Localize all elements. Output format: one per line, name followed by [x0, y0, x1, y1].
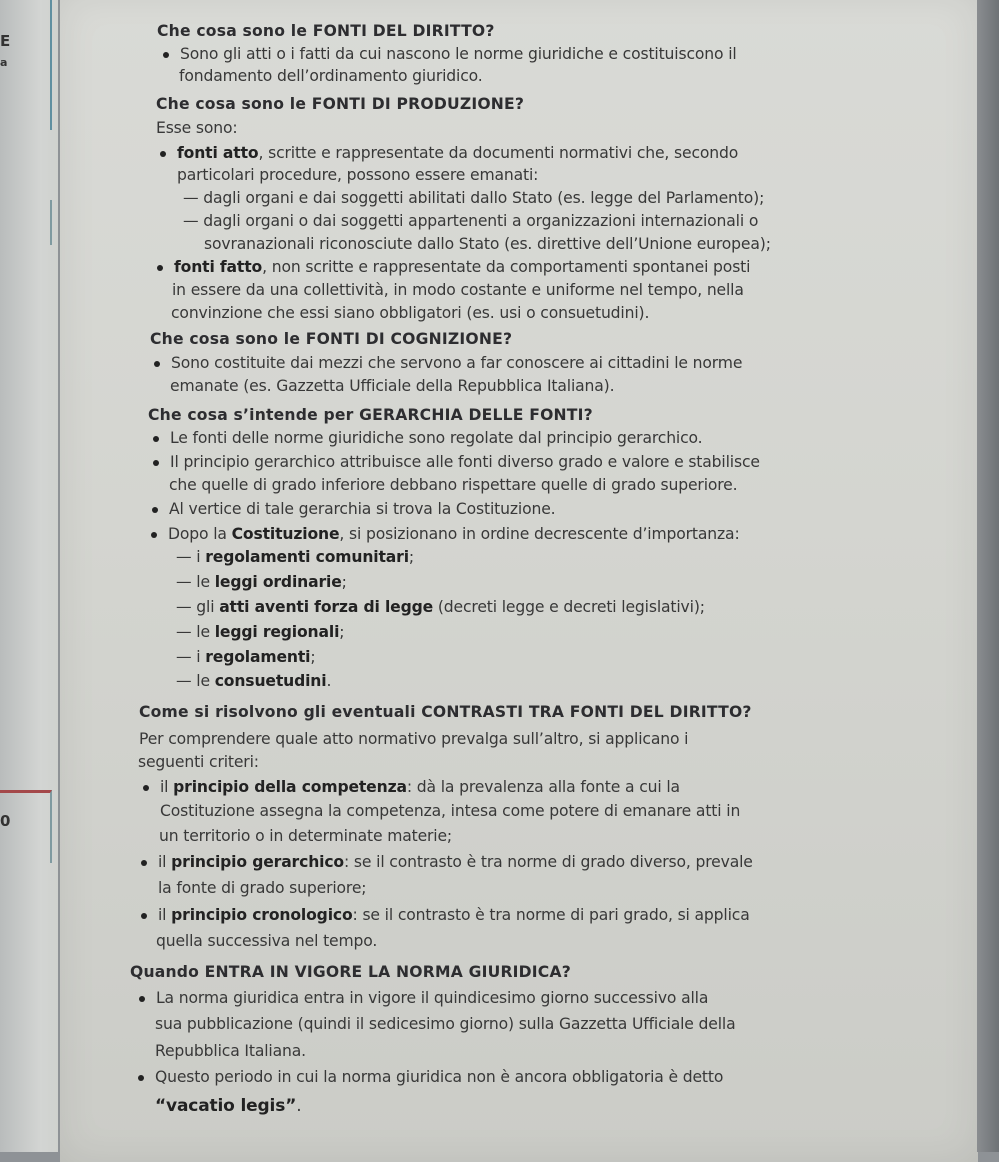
text-line: La norma giuridica entra in vigore il quindicesimo giorno successivo alla: [156, 989, 709, 1007]
text-span: il: [160, 778, 174, 796]
text-span: ;: [408, 548, 415, 566]
text-span: , scritte e rappresentate da documenti normativi che, secondo: [258, 144, 739, 162]
bold-term: atti aventi forza di legge: [219, 598, 434, 616]
heading-fonti-cognizione: Che cosa sono le FONTI DI COGNIZIONE?: [150, 330, 513, 348]
text-span: il: [158, 853, 172, 871]
text-line: un territorio o in determinate materie;: [159, 827, 453, 845]
heading-fonti-diritto: Che cosa sono le FONTI DEL DIRITTO?: [157, 22, 495, 40]
text-span: : se il contrasto è tra norme di grado diverso, prevale: [344, 853, 753, 871]
text-line: Sono gli atti o i fatti da cui nascono le norme giuridiche e costituiscono il: [180, 45, 737, 63]
hierarchy-item: [176, 672, 331, 690]
text-span: : dà la prevalenza alla fonte a cui la: [406, 778, 680, 796]
text-span: Dopo la: [168, 525, 232, 543]
heading-fonti-produzione: Che cosa sono le FONTI DI PRODUZIONE?: [156, 95, 525, 113]
dash-item: — dagli organi o dai soggetti appartenenti a organizzazioni internazionali o: [183, 212, 758, 230]
margin-fragment: E: [0, 32, 11, 50]
text-span: ;: [341, 573, 347, 591]
bold-term: leggi regionali: [214, 623, 340, 641]
text-line: sovranazionali riconosciute dallo Stato (es. direttive dell’Unione europea);: [204, 235, 771, 253]
hierarchy-item: [176, 623, 344, 641]
text-span: gli: [196, 598, 220, 616]
text-line: che quelle di grado inferiore debbano rispettare quelle di grado superiore.: [169, 476, 738, 494]
bold-term: fonti atto: [177, 144, 259, 162]
text-span: il: [158, 906, 172, 924]
bold-term: regolamenti: [205, 648, 311, 666]
text-line: sua pubblicazione (quindi il sedicesimo giorno) sulla Gazzetta Ufficiale della: [155, 1015, 736, 1033]
text-line: Al vertice di tale gerarchia si trova la Costituzione.: [169, 500, 556, 518]
text-line: fondamento dell’ordinamento giuridico.: [179, 67, 483, 85]
text-line: seguenti criteri:: [138, 753, 259, 771]
text-line: convinzione che essi siano obbligatori (es. usi o consuetudini).: [171, 304, 650, 322]
bold-term: principio gerarchico: [171, 853, 344, 871]
text-line: Repubblica Italiana.: [155, 1042, 306, 1060]
text-span: , non scritte e rappresentate da comportamenti spontanei posti: [262, 258, 751, 276]
text-line: Le fonti delle norme giuridiche sono regolate dal principio gerarchico.: [170, 429, 703, 447]
bold-term: leggi ordinarie: [214, 573, 342, 591]
vacatio-legis-line: [155, 1096, 302, 1116]
text-span: i: [196, 548, 206, 566]
bullet-costituzione: [168, 525, 740, 543]
bold-term: fonti fatto: [174, 258, 263, 276]
heading-gerarchia: Che cosa s’intende per GERARCHIA DELLE FONTI?: [148, 406, 593, 424]
bullet-competenza: [160, 778, 680, 796]
bold-term: principio cronologico: [171, 906, 353, 924]
margin-fragment: a: [0, 56, 8, 69]
text-span: .: [326, 672, 332, 690]
text-line: emanate (es. Gazzetta Ufficiale della Repubblica Italiana).: [170, 377, 615, 395]
text-span: le: [196, 672, 215, 690]
text-span: le: [196, 623, 215, 641]
text-line: quella successiva nel tempo.: [156, 932, 378, 950]
bold-term: principio della competenza: [173, 778, 407, 796]
text-span: , si posizionano in ordine decrescente d’importanza:: [339, 525, 740, 543]
bold-term: consuetudini: [214, 672, 327, 690]
text-line: in essere da una collettività, in modo costante e uniforme nel tempo, nella: [172, 281, 744, 299]
margin-fragment: 0: [0, 812, 11, 830]
bullet-fonti-atto: [177, 144, 738, 162]
heading-contrasti: Come si risolvono gli eventuali CONTRASTI TRA FONTI DEL DIRITTO?: [139, 703, 752, 721]
dash-item: — dagli organi e dai soggetti abilitati dallo Stato (es. legge del Parlamento);: [183, 189, 764, 207]
bold-term: Costituzione: [231, 525, 340, 543]
text-span: le: [196, 573, 215, 591]
bullet-cronologico: [158, 906, 750, 924]
hierarchy-item: [176, 648, 315, 666]
text-span: (decreti legge e decreti legislativi);: [433, 598, 705, 616]
bullet-gerarchico: [158, 853, 753, 871]
text-span: ;: [339, 623, 345, 641]
hierarchy-item: [176, 598, 705, 616]
text-line: Questo periodo in cui la norma giuridica non è ancora obbligatoria è detto: [155, 1068, 724, 1086]
text-line: la fonte di grado superiore;: [158, 879, 367, 897]
hierarchy-item: [176, 573, 347, 591]
hierarchy-item: [176, 548, 414, 566]
text-line: Esse sono:: [156, 119, 238, 137]
text-span: .: [296, 1096, 302, 1116]
text-line: Costituzione assegna la competenza, intesa come potere di emanare atti in: [160, 802, 741, 820]
text-line: particolari procedure, possono essere emanati:: [177, 166, 539, 184]
text-span: i: [196, 648, 206, 666]
text-line: Per comprendere quale atto normativo prevalga sull’altro, si applicano i: [139, 730, 689, 748]
text-span: : se il contrasto è tra norme di pari grado, si applica: [352, 906, 750, 924]
text-span: ;: [310, 648, 316, 666]
bold-term: regolamenti comunitari: [205, 548, 409, 566]
bold-term: “vacatio legis”: [155, 1096, 297, 1116]
heading-vigore: Quando ENTRA IN VIGORE LA NORMA GIURIDICA?: [130, 963, 571, 981]
text-line: Sono costituite dai mezzi che servono a far conoscere ai cittadini le norme: [171, 354, 743, 372]
text-line: Il principio gerarchico attribuisce alle fonti diverso grado e valore e stabilisce: [170, 453, 760, 471]
bullet-fonti-fatto: [174, 258, 750, 276]
